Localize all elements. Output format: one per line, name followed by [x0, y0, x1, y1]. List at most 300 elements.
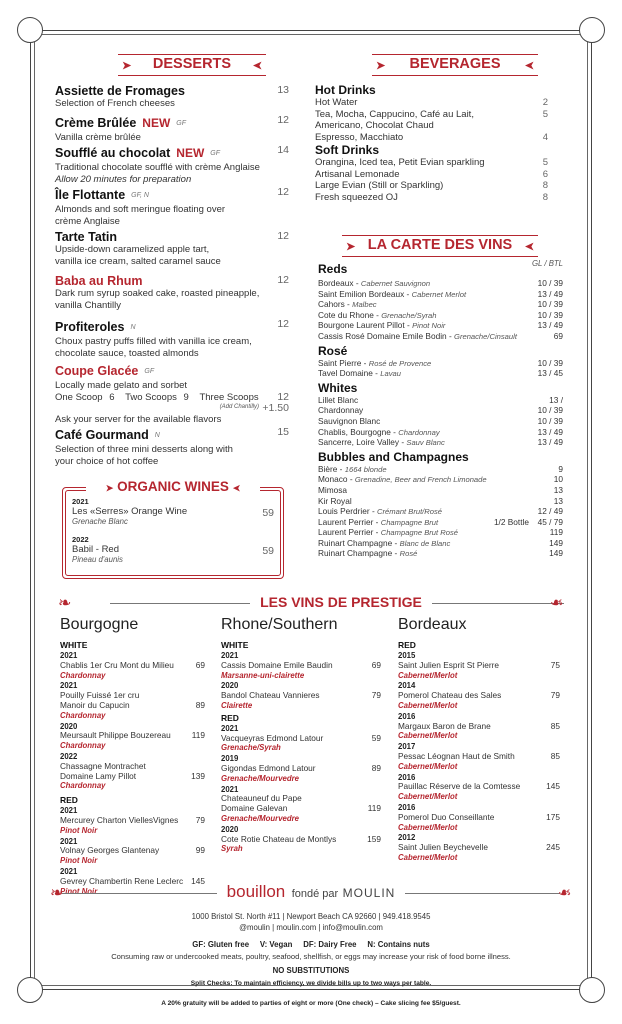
branch-ornament-icon: ❧ [58, 595, 72, 612]
beverage-item [315, 192, 548, 204]
wine-name: Bordeaux - [318, 278, 361, 288]
dessert-desc: Upside-down caramelized apple tart, [55, 244, 210, 255]
wine-name: Cassis Rosé Domaine Emile Bodin - [318, 330, 455, 341]
wine-grape: Champagne Brut Rosé [380, 528, 458, 538]
wine-grape: Blanc de Blanc [399, 538, 451, 548]
arrow-left-icon: ➤ [524, 60, 534, 72]
branch-ornament-icon: ❧ [50, 885, 64, 902]
wine-price: 10 / 39 [537, 357, 563, 368]
wine-price: 69 [195, 659, 205, 670]
chantilly-label: (Add Chantilly) [219, 403, 259, 410]
wine-grape: Cabernet Sauvignon [360, 279, 431, 288]
split-checks-note: Split Checks: To maintain efficiency, we divide bills up to two ways per table. [190, 980, 432, 987]
wine-grape: Chardonnay [60, 781, 106, 791]
wine-name: Laurent Perrier - [318, 527, 381, 538]
wine-grape: Malbec [352, 300, 377, 310]
wine-grape: Pinot Noir [60, 856, 98, 866]
wine-price: 10 / 39 [537, 405, 563, 416]
wine-price: 79 [550, 690, 560, 701]
wine-price: 10 / 39 [537, 415, 563, 426]
organic-wine [72, 535, 274, 571]
prestige-wine [398, 773, 560, 802]
wine-grape: Grenache/Cinsault [454, 331, 517, 341]
scoop-option: Two Scoops [125, 391, 177, 403]
wine-grape: Sauv Blanc [406, 438, 445, 448]
beverage-name: Tea, Mocha, Cappucino, Café au Lait, [315, 108, 474, 120]
beverage-item [315, 97, 548, 109]
wine-grape: Cabernet/Merlot [398, 852, 458, 862]
prestige-wine [398, 681, 560, 710]
dessert-item [55, 426, 289, 467]
corner-ornament-icon [17, 17, 43, 43]
wine-year: 2021 [221, 723, 239, 733]
wine-year: 2021 [72, 497, 89, 506]
wine-list-title: ➤ LA CARTE DES VINS ➤ [342, 235, 538, 257]
wine-name: Chablis 1er Cru Mont du Milieu [60, 659, 174, 670]
wine-item [318, 299, 563, 310]
wine-half-bottle: 1/2 Bottle [493, 516, 529, 527]
wine-price: 75 [550, 659, 560, 670]
dessert-price: 15 [277, 426, 289, 438]
wine-year: 2016 [398, 802, 416, 812]
wine-grape: Champagne Brut [380, 517, 439, 527]
dessert-note: Allow 20 minutes for preparation [55, 173, 192, 185]
prestige-wine [60, 722, 205, 751]
wine-price: 145 [546, 781, 560, 792]
wine-name: Chassagne Montrachet [60, 760, 146, 771]
diet-tag: GF [210, 150, 221, 157]
prestige-divider-left [110, 603, 250, 604]
wine-item [318, 331, 563, 342]
prestige-title: LES VINS DE PRESTIGE [260, 594, 422, 610]
wine-name: Lillet Blanc [318, 394, 359, 405]
scoop-option: Three Scoops [199, 391, 259, 403]
prestige-divider-right [432, 603, 564, 604]
beverage-price: 8 [542, 180, 548, 191]
wine-year: 2015 [398, 651, 416, 660]
wine-name: Kir Royal [318, 495, 352, 506]
wine-item [318, 474, 563, 485]
wine-item [318, 464, 563, 475]
scoop-price: 12 [277, 390, 289, 403]
wine-name: Ruinart Champagne - [318, 537, 400, 548]
wine-name: Pessac Léognan Haut de Smith [398, 750, 515, 761]
dessert-desc: Almonds and soft meringue floating over [55, 204, 226, 215]
wine-grape: Rosé de Provence [368, 358, 432, 368]
prestige-wine [398, 833, 560, 862]
wine-grape: Grenache/Syrah [381, 310, 437, 320]
dessert-price: 12 [277, 114, 289, 126]
wine-grape: Pinot Noir [60, 886, 98, 896]
wine-year: 2022 [60, 751, 78, 761]
wine-item [318, 437, 563, 448]
soft-drinks-heading: Soft Drinks [315, 143, 380, 157]
contact-info: @moulin | moulin.com | info@moulin.com [239, 923, 383, 932]
wine-grape: Pinot Noir [412, 321, 446, 331]
wine-year: 2016 [398, 772, 416, 782]
wine-name: Louis Perdrier - [318, 506, 378, 517]
wine-price: 59 [371, 732, 381, 743]
wine-name: Bourgone Laurent Pillot - [318, 320, 413, 331]
hot-drinks-heading: Hot Drinks [315, 83, 376, 97]
wine-price: 89 [195, 699, 205, 710]
wine-year: 2017 [398, 742, 416, 752]
dessert-desc: Vanilla crème brûlée [55, 132, 141, 143]
wine-name: Chablis, Bourgogne - [318, 426, 399, 437]
wine-grape: Chardonnay [60, 670, 106, 680]
scoop-option: One Scoop [55, 391, 103, 403]
wine-price: 13 / 49 [537, 288, 563, 299]
wine-grape: Cabernet Merlot [411, 289, 467, 299]
whites-heading: Whites [318, 380, 358, 395]
restaurant-logo [0, 882, 622, 902]
dessert-price: 12 [277, 318, 289, 330]
bordeaux-heading: Bordeaux [398, 616, 467, 633]
wine-name: Saint Pierre - [318, 357, 369, 368]
dessert-desc: crème Anglaise [55, 215, 120, 227]
wine-item [318, 289, 563, 300]
beverages-title: ➤ BEVERAGES ➤ [372, 54, 538, 76]
dessert-item [55, 318, 289, 359]
prestige-wine [221, 754, 381, 783]
wine-item [318, 496, 563, 507]
prestige-bordeaux [398, 616, 560, 863]
wine-year: 2020 [221, 681, 239, 691]
wine-name: Bière - [318, 463, 345, 474]
wine-name-line2: Domaine Lamy Pillot [60, 770, 137, 781]
dessert-item [55, 114, 289, 144]
new-badge: NEW [176, 146, 205, 160]
wine-price: 13 / 49 [537, 437, 563, 448]
wine-year: 2021 [60, 681, 78, 691]
corner-ornament-icon [579, 17, 605, 43]
organic-wines-title: ➤ ORGANIC WINES ➤ [86, 478, 260, 496]
wine-name: Cassis Domaine Emile Baudin [221, 659, 333, 670]
wine-price: 175 [546, 811, 560, 822]
wine-price: 149 [549, 537, 563, 548]
no-substitutions: NO SUBSTITUTIONS [272, 966, 350, 975]
wine-price: 99 [195, 845, 205, 856]
wine-price: 119 [191, 730, 205, 741]
wine-grape: Syrah [221, 844, 243, 854]
wine-price: 139 [191, 770, 205, 781]
wine-grape: Cabernet/Merlot [398, 700, 458, 710]
wine-year: 2021 [221, 651, 239, 660]
arrow-right-icon: ➤ [105, 483, 114, 493]
dessert-desc: Dark rum syrup soaked cake, roasted pineapple, [55, 288, 260, 299]
wine-year: 2014 [398, 681, 416, 691]
wine-item [318, 538, 563, 549]
wine-name: Saint Emilion Bordeaux - [318, 288, 412, 299]
dessert-desc: Traditional chocolate soufflé with crème Anglaise [55, 162, 260, 173]
arrow-left-icon: ➤ [524, 241, 534, 253]
beverage-price: 5 [542, 157, 548, 168]
dessert-desc: vanilla Chantilly [55, 299, 122, 311]
beverage-item [315, 169, 548, 181]
dessert-name: Assiette de Fromages [55, 84, 185, 98]
wine-item [318, 485, 563, 496]
wine-name-line2: Domaine Galevan [221, 803, 288, 814]
rhone-heading: Rhone/Southern [221, 616, 338, 633]
wine-year: 2022 [72, 535, 89, 544]
wine-grape: Cabernet/Merlot [398, 761, 458, 771]
wine-name: Saint Julien Esprit St Pierre [398, 659, 499, 670]
beverage-item [315, 120, 548, 132]
wine-name: Laurent Perrier - [318, 516, 381, 527]
wine-name: Cote du Rhone - [318, 309, 382, 320]
red-subheading: RED [221, 712, 239, 723]
beverage-price: 5 [542, 108, 548, 120]
wine-name: Monaco - [318, 474, 355, 485]
beverage-price: 6 [542, 168, 548, 180]
dessert-desc: your choice of hot coffee [55, 455, 159, 467]
glass-bottle-label: GL / BTL [531, 259, 563, 268]
arrow-right-icon: ➤ [346, 241, 356, 253]
beverage-name: Large Evian (Still or Sparkling) [315, 180, 444, 191]
wine-grape: Cabernet/Merlot [398, 792, 458, 802]
wine-price: 13 / 49 [537, 320, 563, 331]
dessert-desc: Choux pastry puffs filled with vanilla ice cream, [55, 336, 252, 347]
dessert-name: Profiteroles [55, 320, 125, 334]
prestige-rhone [221, 616, 381, 854]
prestige-wine [398, 803, 560, 832]
wine-price: 145 [191, 875, 205, 886]
brand-moulin: MOULIN [342, 886, 396, 900]
prestige-wine [221, 825, 381, 854]
wine-price: 119 [367, 803, 381, 814]
wine-price: 119 [549, 527, 563, 538]
wine-name: Vacqueyras Edmond Latour [221, 732, 324, 743]
prestige-bourgogne [60, 616, 205, 896]
organic-wine [72, 497, 274, 535]
wine-price: 69 [553, 330, 563, 341]
beverage-price: 2 [542, 97, 548, 108]
prestige-wine [221, 681, 381, 710]
dessert-name: Coupe Glacée [55, 364, 139, 378]
wine-year: 2012 [398, 833, 416, 843]
prestige-wine [60, 651, 205, 680]
arrow-right-icon: ➤ [122, 60, 132, 72]
wine-grape: Cabernet/Merlot [398, 822, 458, 832]
wine-price: 10 [553, 474, 563, 485]
scoop-options [55, 392, 289, 404]
wine-grape: Grenache/Mourvedre [221, 773, 299, 783]
wine-name: Mercurey Charton ViellesVignes [60, 814, 179, 825]
wine-price: 149 [549, 548, 563, 559]
beverage-price: 4 [542, 131, 548, 143]
beverage-name: Americano, Chocolat Chaud [315, 120, 434, 131]
scoop-price: 9 [183, 391, 189, 403]
wine-name: Chateauneuf du Pape [221, 793, 302, 804]
dessert-desc: vanilla ice cream, salted caramel sauce [55, 255, 221, 267]
wine-price: 13 / 45 [537, 368, 563, 379]
food-warning: Consuming raw or undercooked meats, poultry, seafood, shellfish, or eggs may increase your risk of food borne illness. [111, 952, 511, 961]
dessert-price: 12 [277, 274, 289, 286]
dessert-name: Crème Brûlée [55, 116, 137, 130]
wine-name: Chardonnay [318, 405, 364, 416]
wine-item [318, 427, 563, 438]
beverage-item [315, 180, 548, 192]
wine-item [318, 416, 563, 427]
wine-grape: Lavau [380, 369, 401, 379]
wine-name: Gigondas Edmond Latour [221, 762, 316, 773]
beverage-name: Fresh squeezed OJ [315, 191, 398, 203]
wine-year: 2021 [60, 806, 78, 816]
dessert-note: Ask your server for the available flavors [55, 413, 222, 425]
wine-name: Bandol Chateau Vannieres [221, 690, 320, 701]
prestige-wine [60, 681, 205, 720]
dessert-price: 13 [277, 84, 289, 96]
dessert-item [55, 274, 289, 311]
prestige-wine [398, 651, 560, 680]
wine-year: 2021 [60, 651, 78, 660]
beverage-item [315, 157, 548, 169]
wine-item [318, 358, 563, 369]
new-badge: NEW [142, 116, 171, 130]
dessert-name: Baba au Rhum [55, 274, 143, 288]
wine-price: 9 [558, 463, 563, 474]
wine-price: 12 / 49 [537, 506, 563, 517]
address: 1000 Bristol St. North #11 | Newport Beach CA 92660 | 949.418.9545 [191, 912, 431, 921]
wine-item [318, 506, 563, 517]
dessert-item [55, 84, 289, 110]
prestige-wine [398, 712, 560, 741]
wine-price: 59 [262, 507, 274, 519]
wine-name: Sauvignon Blanc [318, 415, 381, 426]
wine-price: 79 [371, 690, 381, 701]
wine-grape: Pinot Noir [60, 825, 98, 835]
diet-tag: N [154, 432, 160, 439]
white-subheading: WHITE [60, 640, 88, 650]
wine-grape: Grenadine, Beer and French Limonade [354, 475, 487, 485]
beverage-name: Espresso, Macchiato [315, 131, 404, 143]
wine-grape: Chardonnay [398, 427, 440, 437]
brand-name: bouillon [226, 882, 286, 901]
wine-name: Meursault Philippe Bouzereau [60, 730, 171, 741]
wine-price: 159 [367, 833, 381, 844]
wine-list [318, 259, 563, 559]
beverage-item [315, 109, 548, 121]
wine-price: 85 [550, 750, 560, 761]
arrow-left-icon: ➤ [232, 483, 241, 493]
bubbles-heading: Bubbles and Champagnes [318, 449, 469, 464]
prestige-wine [221, 651, 381, 680]
prestige-wine [60, 752, 205, 791]
dessert-item [55, 144, 289, 185]
wine-grape: Marsanne-uni-clairette [221, 670, 305, 680]
wine-price: 89 [371, 762, 381, 773]
wine-price: 10 / 39 [537, 299, 563, 310]
prestige-wine [60, 806, 205, 835]
beverage-name: Orangina, Iced tea, Petit Evian sparkling [315, 157, 485, 168]
wine-grape: Crémant Brut/Rosé [377, 507, 443, 517]
wine-name: Cote Rotie Chateau de Montlys [221, 833, 337, 844]
wine-grape: Chardonnay [60, 741, 106, 751]
wine-price: 245 [546, 842, 560, 853]
dessert-desc: Selection of French cheeses [55, 98, 175, 109]
wine-name: Ruinart Champagne - [318, 548, 400, 559]
wine-grape: 1664 blonde [344, 464, 387, 474]
wine-price: 10 / 39 [537, 309, 563, 320]
wine-year: 2021 [221, 784, 239, 794]
rose-heading: Rosé [318, 343, 348, 358]
dessert-price: 14 [277, 144, 289, 156]
prestige-wine [221, 785, 381, 824]
wine-name: Pomerol Chateau des Sales [398, 690, 502, 701]
dessert-name: Tarte Tatin [55, 230, 118, 244]
wine-name: Babil - Red [72, 544, 119, 555]
brand-fonde: fondé par [291, 888, 339, 900]
wine-name: Gevrey Chambertin Rene Leclerc [60, 875, 184, 886]
red-subheading: RED [398, 640, 416, 650]
beverage-item [315, 132, 548, 144]
prestige-wine [60, 837, 205, 866]
wine-year: 2020 [60, 721, 78, 731]
wine-item [318, 320, 563, 331]
diet-legend: GF: Gluten free V: Vegan DF: Dairy Free N: Contains nuts [192, 940, 430, 949]
wine-name: Pomerol Duo Conseillante [398, 811, 495, 822]
dessert-item [55, 186, 289, 227]
wine-item [318, 517, 563, 528]
wine-name-line2: Manoir du Capucin [60, 699, 130, 710]
wine-name: Mimosa [318, 484, 348, 495]
arrow-left-icon: ➤ [252, 60, 262, 72]
dessert-desc: Locally made gelato and sorbet [55, 380, 188, 391]
wine-price: 10 / 39 [537, 278, 563, 288]
wine-year: 2021 [60, 836, 78, 846]
wine-item [318, 527, 563, 538]
wine-price: 13 / 49 [537, 426, 563, 437]
wine-item [318, 395, 563, 406]
wine-item [318, 278, 563, 289]
prestige-wine [398, 742, 560, 771]
diet-tag: GF, N [131, 192, 149, 199]
wine-item [318, 548, 563, 559]
wine-grape: Rosé [399, 549, 418, 559]
wine-name: Pauillac Réserve de la Comtesse [398, 781, 521, 792]
red-subheading: RED [60, 795, 78, 806]
wine-year: 2016 [398, 711, 416, 721]
white-subheading: WHITE [221, 640, 249, 650]
wine-year: 2021 [60, 866, 78, 876]
dessert-item [55, 362, 289, 425]
dessert-desc: Selection of three mini desserts along with [55, 444, 233, 455]
bourgogne-heading: Bourgogne [60, 616, 139, 633]
wine-grape: Chardonnay [60, 710, 106, 720]
arrow-right-icon: ➤ [376, 60, 386, 72]
chantilly-row [55, 401, 289, 414]
beverage-name: Hot Water [315, 97, 358, 108]
dessert-name: Café Gourmand [55, 428, 149, 442]
dessert-name: Soufflé au chocolat [55, 146, 171, 160]
wine-price: 13 / [549, 394, 563, 405]
wine-price: 13 [553, 495, 563, 506]
wine-name: Cahors - [318, 299, 353, 310]
dessert-name: Île Flottante [55, 188, 126, 202]
diet-tag: GF [176, 120, 187, 127]
branch-ornament-icon: ❧ [558, 885, 572, 902]
wine-price: 59 [262, 545, 274, 557]
beverages-list [315, 83, 548, 203]
wine-price: 85 [550, 720, 560, 731]
wine-name: Sancerre, Loire Valley - [318, 437, 407, 448]
wine-grape: Grenache Blanc [72, 517, 128, 526]
dessert-item [55, 230, 289, 267]
beverage-name: Artisanal Lemonade [315, 168, 400, 180]
wine-grape: Cabernet/Merlot [398, 670, 458, 680]
dessert-desc: chocolate sauce, toasted almonds [55, 347, 199, 359]
wine-grape: Cabernet/Merlot [398, 731, 458, 741]
